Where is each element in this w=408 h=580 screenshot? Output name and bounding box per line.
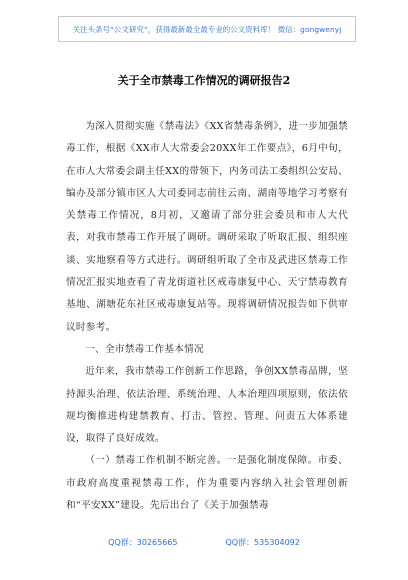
qq-group-2: QQ群：535304092 [225, 538, 300, 547]
paragraph-overview: 近年来，我市禁毒工作创新工作思路，争创XX禁毒品牌，坚持源头治理、依法治理、系统治理、人本治理四项原则，依法依规均衡推进构建禁教育、打击、管控、管理、问责五大体系建设，取得了良好成效。 [66, 366, 348, 445]
document-body [66, 116, 348, 517]
promo-text: 关注头条号“公文研究”，获得最新最全最专业的公文资料库！ 微信：gongwenyj [72, 24, 342, 34]
section-heading: 一、全市禁毒工作基本情况 [85, 343, 204, 355]
document-title: 关于全市禁毒工作情况的调研报告2 [117, 74, 291, 87]
promo-banner [58, 16, 356, 42]
paragraph-mechanism: （一）禁毒工作机制不断完善。一是强化制度保障。市委、市政府高度重视禁毒工作，作为重要内容纳入社会管理创新和“平安XX”建设。先后出台了《关于加强禁毒 [66, 455, 348, 512]
qq-group-footer [0, 537, 408, 548]
qq-group-1: QQ群：30265665 [108, 538, 178, 547]
paragraph-intro: 为深入贯彻实施《禁毒法》《XX省禁毒条例》，进一步加强禁毒工作，根据《XX市人大常委会20XX年工作要点》，6月中旬，在市人大常委会副主任XX的带领下，内务司法工委组织公安局、编办及部分镇市区人大司委同志前往云南、湖南等地学习考察有关禁毒工作情况，8月初，又邀请了部分驻会委员和市人大代表，对我市禁毒工作开展了调研。调研采取了听取汇报、组织座谈、实地察看等方式进行。调研组听取了全市及武进区禁毒工作情况汇报实地查看了青龙街道社区戒毒康复中心、天宁禁毒教育基地、湖塘花东社区戒毒康复站等。现将调研情况报告如下供审议时参考。 [66, 121, 348, 333]
